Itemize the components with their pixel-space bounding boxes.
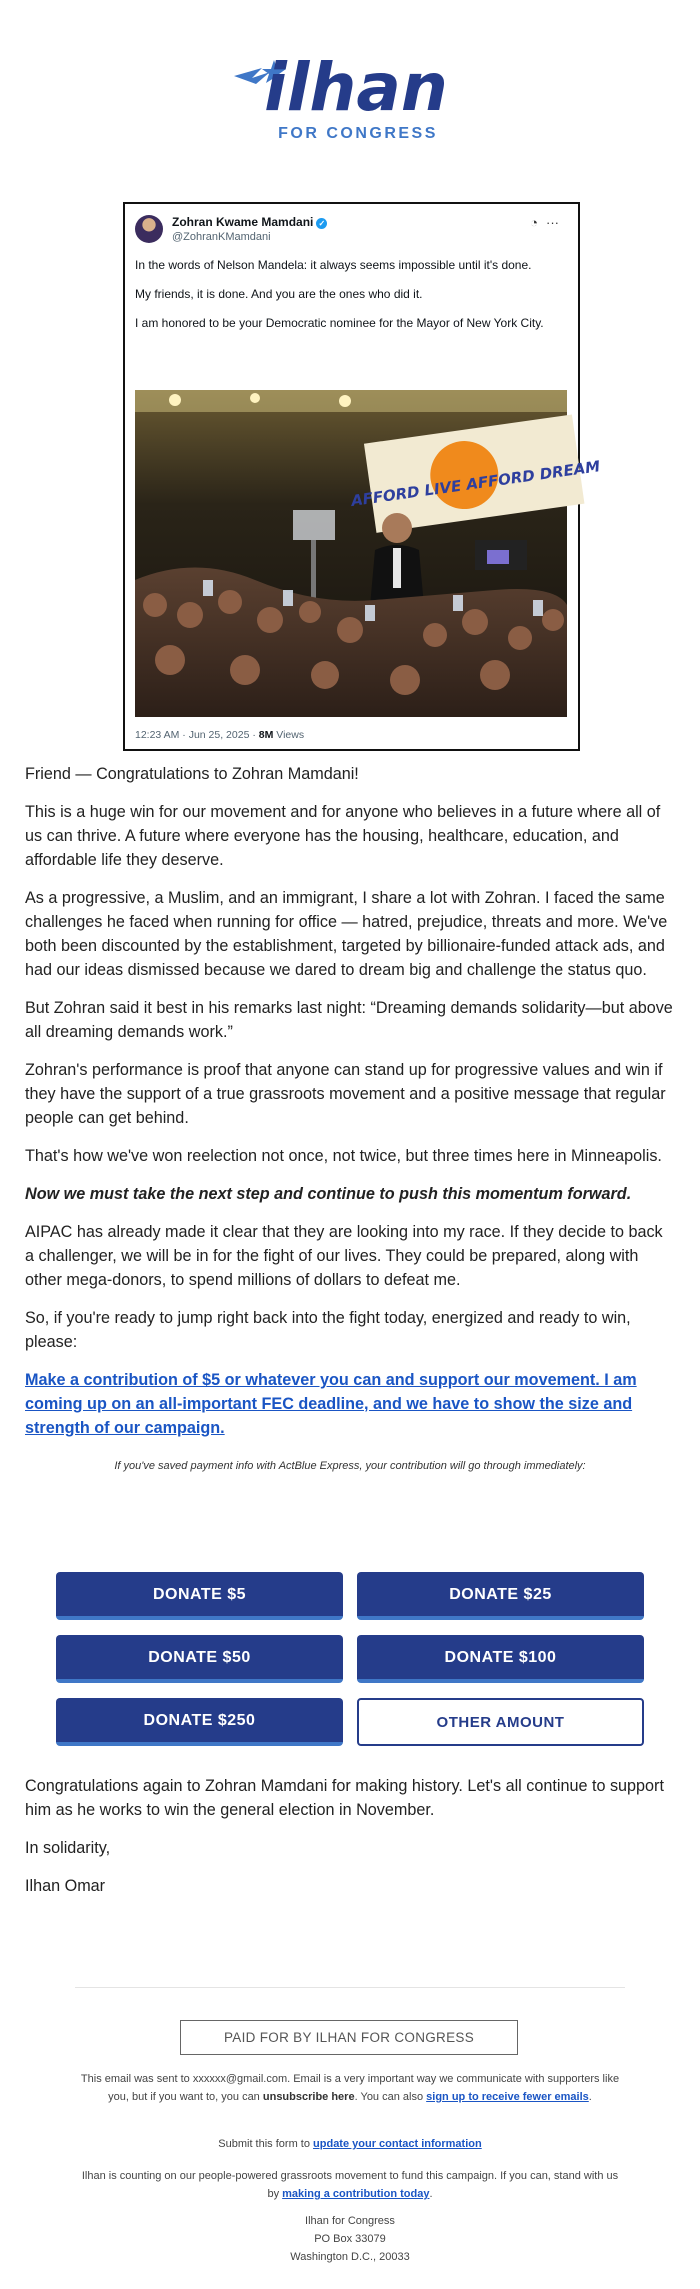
donate-button-grid bbox=[56, 1572, 644, 1752]
grok-icon[interactable]: ◔ bbox=[530, 215, 538, 230]
signature: Ilhan Omar bbox=[25, 1877, 106, 1895]
contribution-today-link[interactable]: making a contribution today bbox=[282, 2188, 430, 2200]
logo-wordmark: ilhan bbox=[264, 49, 448, 126]
signoff: In solidarity, bbox=[25, 1839, 111, 1857]
tweet-paragraph: My friends, it is done. And you are the ones who did it. bbox=[135, 287, 423, 301]
body-paragraph: That's how we've won reelection not once, not twice, but three times here in Minneapolis. bbox=[25, 1147, 662, 1165]
donate-5-button[interactable]: DONATE $5 bbox=[56, 1572, 343, 1620]
body-paragraph: As a progressive, a Muslim, and an immigrant, I share a lot with Zohran. I faced the same challenges he faced when running for office — hatred, prejudice, threats and more. We've both been discounted by the establishment, targeted by billionaire-funded attack ads, and had our ideas dismissed because we dared to dream big and challenge the status quo. bbox=[25, 889, 668, 979]
other-amount-button[interactable]: OTHER AMOUNT bbox=[357, 1698, 644, 1746]
actblue-express-note: If you've saved payment info with ActBlue Express, your contribution will go through immediately: bbox=[114, 1460, 586, 1472]
embedded-tweet[interactable] bbox=[123, 202, 602, 751]
footer-email-notice: This email was sent to xxxxxx@gmail.com. Email is a very important way we communicate with supporters like you, but if you want to, you can unsubscribe here. You can also sign up to receive fewer emails. bbox=[80, 2073, 620, 2103]
tweet-views-label: Views bbox=[276, 729, 305, 741]
footer-address bbox=[80, 2212, 620, 2266]
tweet-timestamp[interactable]: 12:23 AM · Jun 25, 2025 · bbox=[135, 729, 256, 741]
paid-for-disclaimer: PAID FOR BY ILHAN FOR CONGRESS bbox=[180, 2020, 518, 2055]
closing-paragraph: Congratulations again to Zohran Mamdani for making history. Let's all continue to support him as he works to win the general election in November. bbox=[25, 1777, 664, 1819]
avatar[interactable] bbox=[135, 215, 163, 243]
recipient-email: xxxxxx@gmail.com bbox=[192, 2073, 288, 2085]
donate-100-button[interactable]: DONATE $100 bbox=[357, 1635, 644, 1683]
fewer-emails-link[interactable]: sign up to receive fewer emails bbox=[426, 2091, 589, 2103]
emphasis-paragraph: Now we must take the next step and continue to push this momentum forward. bbox=[25, 1185, 632, 1203]
address-name: Ilhan for Congress bbox=[305, 2215, 395, 2227]
ask-paragraph: So, if you're ready to jump right back into the fight today, energized and ready to win, please: bbox=[25, 1309, 631, 1351]
footer-divider bbox=[75, 1987, 625, 1988]
body-paragraph: This is a huge win for our movement and for anyone who believes in a future where all of us can thrive. A future where everyone has the housing, healthcare, education, and affordable life they deserve. bbox=[25, 803, 661, 869]
body-paragraph: Zohran's performance is proof that anyone can stand up for progressive values and win if they have the support of a true grassroots movement and a positive message that regular people can get behind. bbox=[25, 1061, 666, 1127]
tweet-photo[interactable] bbox=[135, 390, 602, 717]
body-paragraph: But Zohran said it best in his remarks last night: “Dreaming demands solidarity—but above all dreaming demands work.” bbox=[25, 999, 673, 1041]
banner-text: AFFORD LIVE AFFORD DREAM bbox=[349, 457, 602, 510]
contribution-link[interactable]: Make a contribution of $5 or whatever you can and support our movement. I am coming up on an all-important FEC deadline, and we have to show the size and strength of our campaign. bbox=[25, 1371, 637, 1437]
greeting: Friend — Congratulations to Zohran Mamdani! bbox=[25, 765, 359, 783]
logo-subtitle: FOR CONGRESS bbox=[278, 125, 438, 142]
donate-25-button[interactable]: DONATE $25 bbox=[357, 1572, 644, 1620]
donate-50-button[interactable]: DONATE $50 bbox=[56, 1635, 343, 1683]
tweet-author-name[interactable]: Zohran Kwame Mamdani bbox=[172, 215, 314, 229]
tweet-paragraph: In the words of Nelson Mandela: it always seems impossible until it's done. bbox=[135, 258, 532, 272]
address-po-box: PO Box 33079 bbox=[314, 2233, 386, 2245]
tweet-text bbox=[135, 256, 560, 343]
more-options-icon[interactable]: ··· bbox=[546, 215, 559, 230]
tweet-handle[interactable]: @ZohranKMamdani bbox=[172, 231, 271, 243]
tweet-meta bbox=[135, 729, 304, 741]
tweet-header bbox=[135, 213, 565, 249]
footer-update-info: Submit this form to update your contact information bbox=[218, 2138, 482, 2150]
body-paragraph: AIPAC has already made it clear that they are looking into my race. If they decide to back a challenger, we will be in for the fight of our lives. They could be prepared, along with other mega-donors, to spend millions of dollars to defeat me. bbox=[25, 1223, 663, 1289]
tweet-paragraph: I am honored to be your Democratic nominee for the Mayor of New York City. bbox=[135, 316, 544, 330]
unsubscribe-text[interactable]: unsubscribe here bbox=[262, 2091, 355, 2103]
footer-contribution-notice: Ilhan is counting on our people-powered grassroots movement to fund this campaign. If you can, stand with us by making a contribution today. bbox=[81, 2170, 619, 2200]
email-body bbox=[25, 762, 675, 1478]
email-closing bbox=[25, 1774, 675, 1912]
address-city: Washington D.C., 20033 bbox=[290, 2251, 410, 2263]
update-contact-link[interactable]: update your contact information bbox=[313, 2138, 482, 2150]
tweet-views-count: 8M bbox=[258, 729, 274, 741]
verified-badge-icon: ✓ bbox=[316, 218, 327, 229]
donate-250-button[interactable]: DONATE $250 bbox=[56, 1698, 343, 1746]
campaign-logo[interactable] bbox=[0, 38, 700, 158]
